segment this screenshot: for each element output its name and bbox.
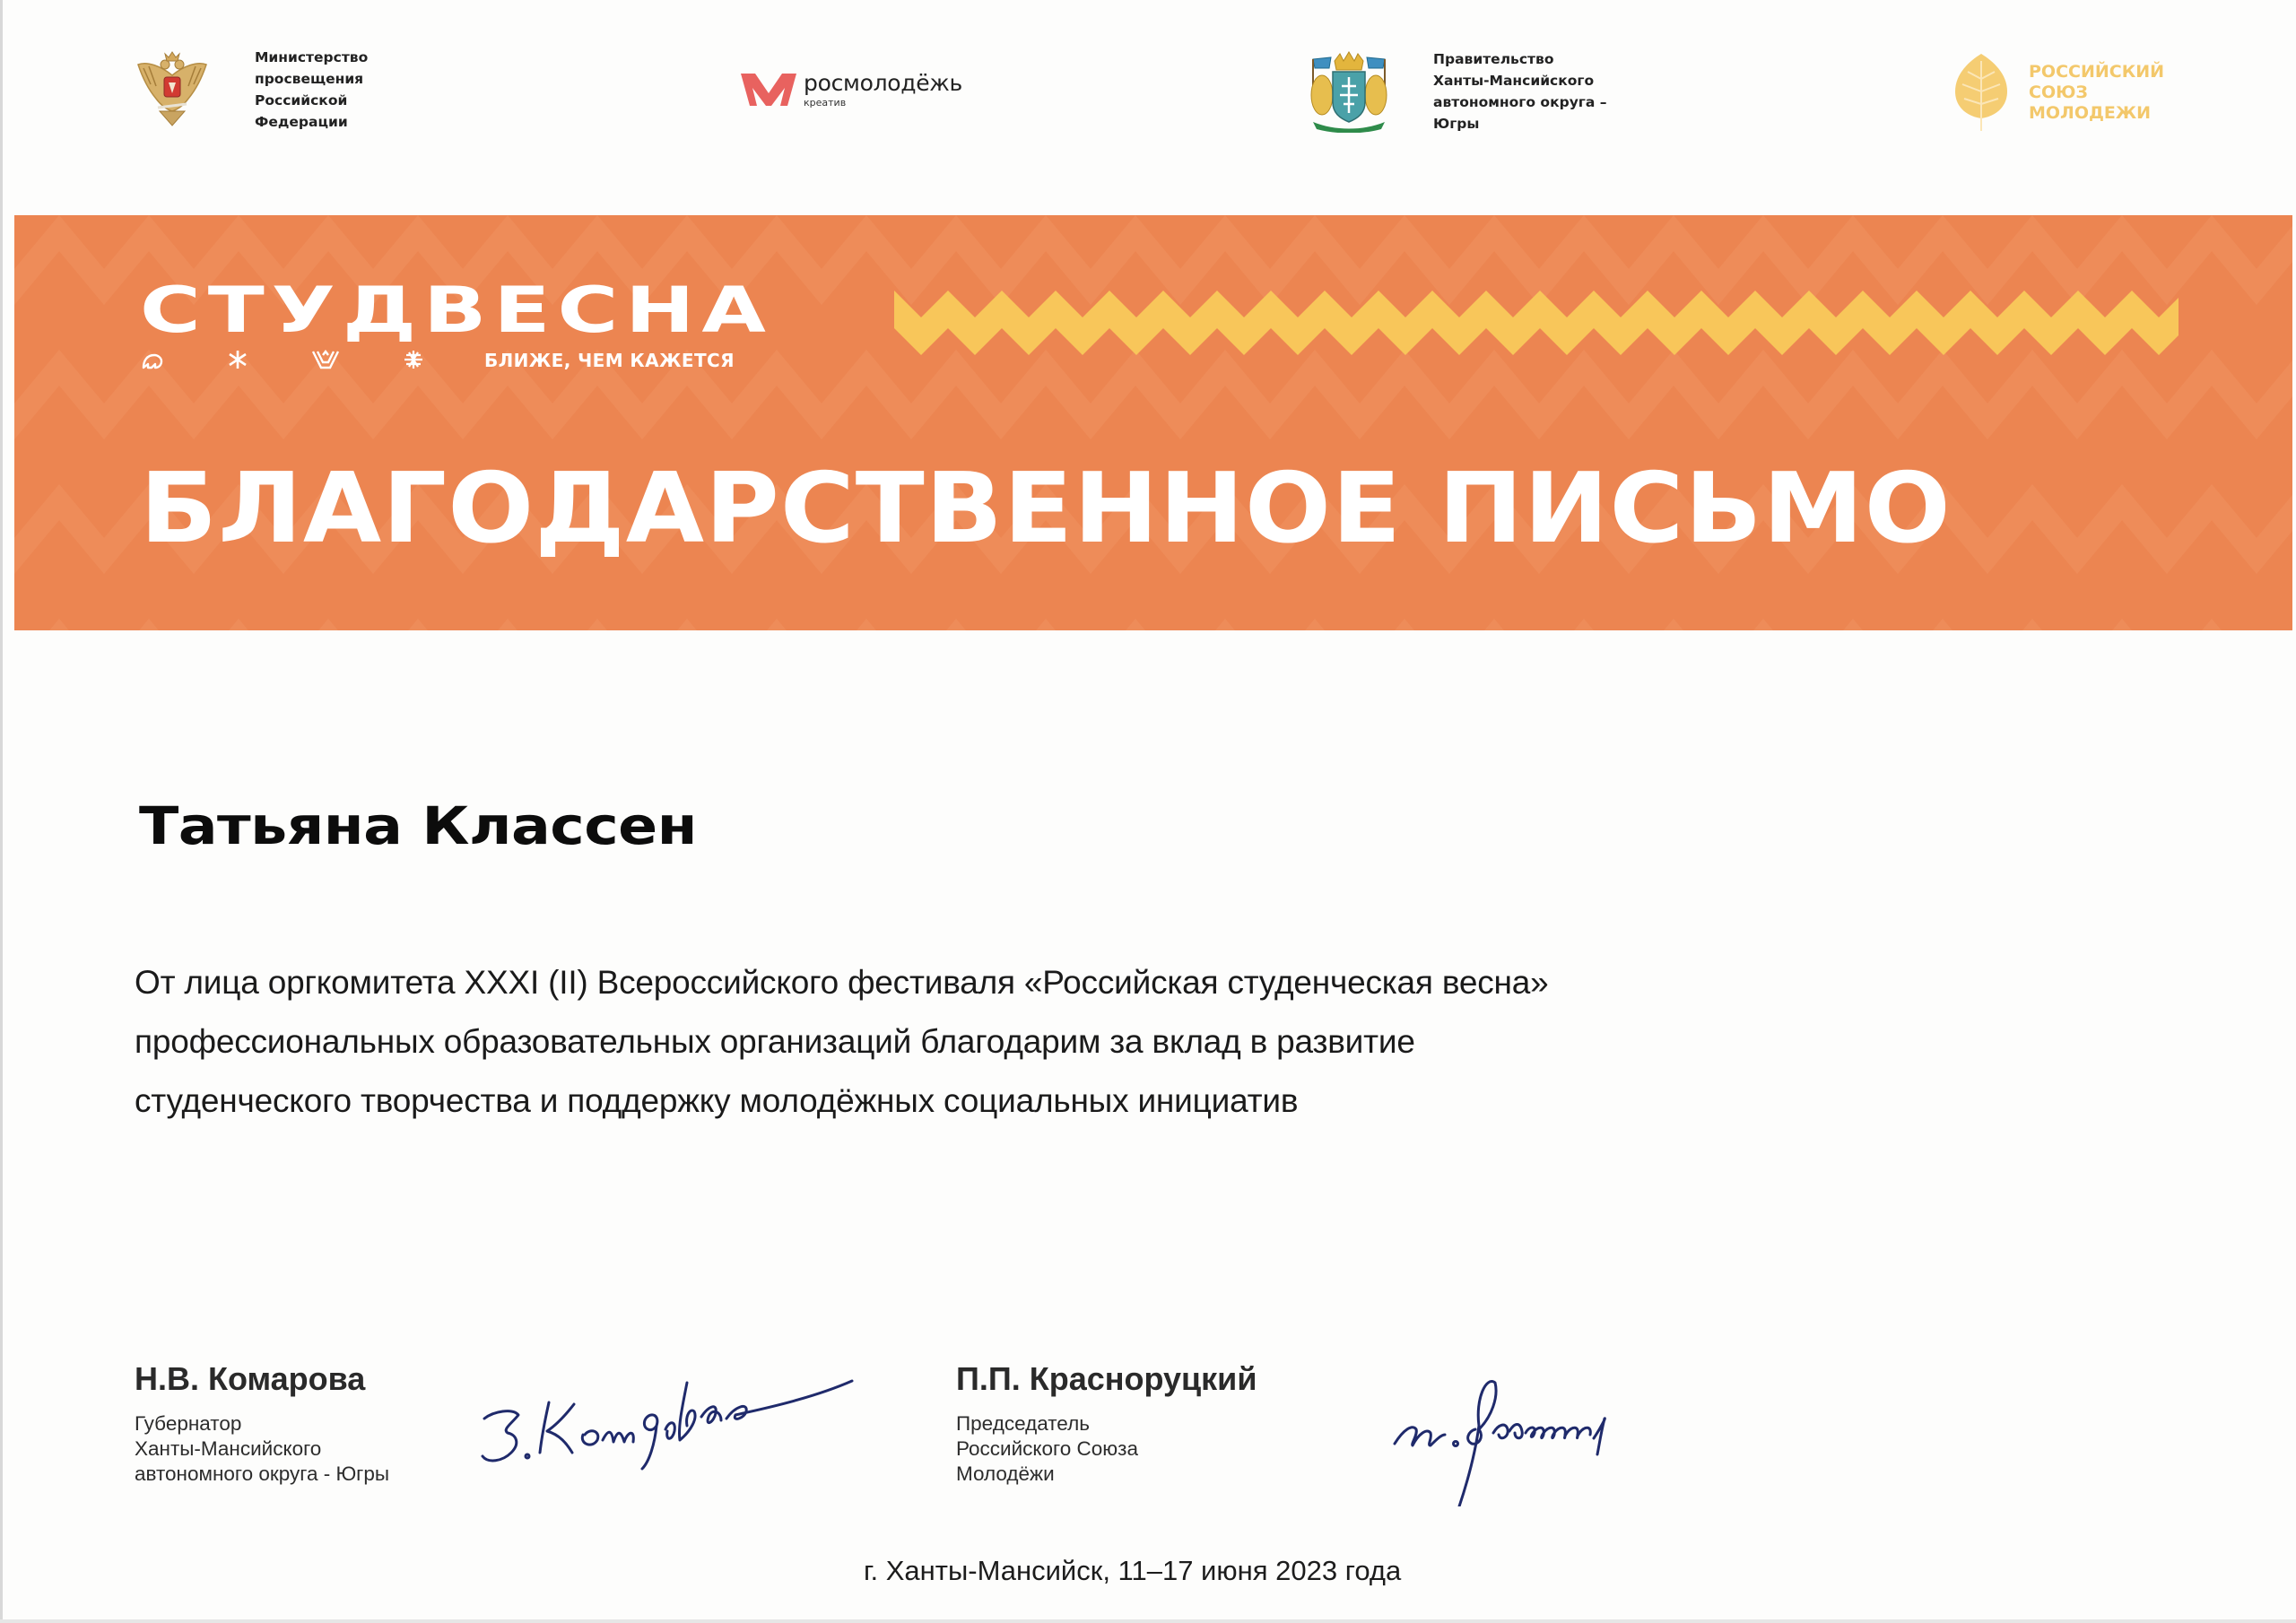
place-and-date: г. Ханты-Мансийск, 11–17 июня 2023 года [864, 1555, 1402, 1586]
body-line: От лица оргкомитета XXXI (II) Всероссийского фестиваля «Российская студенческая весна» [135, 964, 1549, 1001]
rosmolodezh-m-icon [741, 70, 796, 109]
zigzag-ornament [894, 291, 2179, 359]
document-title: БЛАГОДАРСТВЕННОЕ ПИСЬМО [140, 453, 1952, 565]
signer-name: Н.В. Комарова [135, 1360, 366, 1397]
brand-title: СТУДВЕСНА [140, 273, 773, 347]
russian-youth-union-name: РОССИЙСКИЙ СОЮЗ МОЛОДЕЖИ [2029, 61, 2165, 123]
khmao-coat-of-arms-icon [1308, 50, 1390, 133]
signer-komarova [135, 1359, 389, 1487]
signature-komarova [466, 1356, 861, 1472]
signer-krasnorutsky [956, 1359, 1257, 1487]
logo-rosmolodezh [741, 70, 962, 109]
body-line: профессиональных образовательных организаций благодарим за вклад в развитие [135, 1023, 1415, 1060]
header-banner [14, 215, 2292, 630]
logo-khmao-government [1308, 48, 1607, 135]
logo-ministry-of-education [135, 47, 368, 133]
crown-ornament-icon [312, 350, 339, 369]
aspen-leaf-icon [1952, 52, 2011, 133]
rosmolodezh-title: росмолодёжь [804, 69, 962, 96]
gratitude-text [135, 953, 1549, 1131]
signer-role: Губернатор Ханты-Мансийского автономного округа - Югры [135, 1412, 390, 1485]
ornament-icon [403, 350, 424, 369]
bear-icon [142, 350, 163, 369]
logo-russian-youth-union [1952, 52, 2164, 133]
snowflake-icon [227, 350, 248, 369]
rosmolodezh-subtitle: креатив [804, 96, 847, 108]
signer-role: Председатель Российского Союза Молодёжи [956, 1412, 1138, 1485]
tagline: БЛИЖЕ, ЧЕМ КАЖЕТСЯ [484, 350, 735, 371]
signer-name: П.П. Красноруцкий [956, 1360, 1257, 1397]
recipient-name: Татьяна Классен [139, 795, 697, 856]
page-edge [0, 1619, 2296, 1623]
body-line: студенческого творчества и поддержку молодёжных социальных инициатив [135, 1082, 1299, 1119]
signature-krasnorutsky [1386, 1363, 1682, 1506]
khmao-government-name: Правительство Ханты-Мансийского автономного округа – Югры [1433, 51, 1607, 132]
ministry-name: Министерство просвещения Российской Федерации [255, 49, 369, 130]
page-edge [0, 0, 3, 1623]
double-headed-eagle-icon [135, 48, 210, 131]
brand-icons [142, 350, 488, 369]
